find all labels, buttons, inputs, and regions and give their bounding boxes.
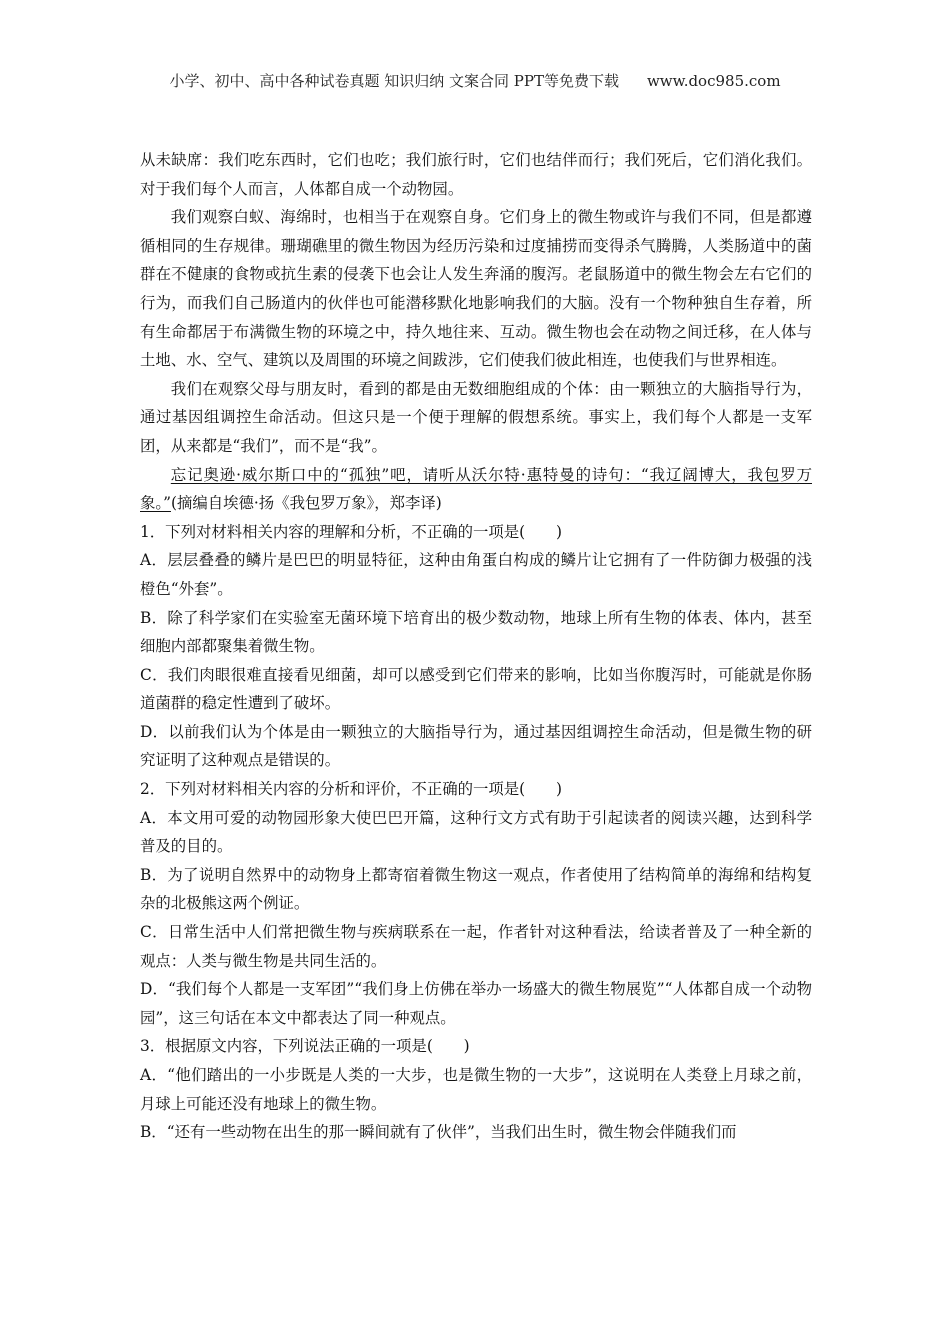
question-option: A．层层叠叠的鳞片是巴巴的明显特征，这种由角蛋白构成的鳞片让它拥有了一件防御力极强的浅橙色“外套”。	[140, 551, 812, 598]
question-stem: 2．下列对材料相关内容的分析和评价，不正确的一项是( )	[140, 780, 562, 799]
question-option: B．为了说明自然界中的动物身上都寄宿着微生物这一观点，作者使用了结构简单的海绵和结构复杂的北极熊这两个例证。	[140, 865, 812, 913]
question-option: C．我们肉眼很难直接看见细菌，却可以感受到它们带来的影响，比如当你腹泻时，可能就是你肠道菌群的稳定性遭到了破坏。	[140, 665, 812, 713]
question-option: D．以前我们认为个体是由一颗独立的大脑指导行为，通过基因组调控生命活动，但是微生物的研究证明了这种观点是错误的。	[140, 722, 812, 770]
passage-paragraph: 我们在观察父母与朋友时，看到的都是由无数细胞组成的个体：由一颗独立的大脑指导行为，通过基因组调控生命活动。但这只是一个便于理解的假想系统。事实上，我们每个人都是一支军团，从来都是“我们”，而不是“我”。	[140, 379, 812, 455]
passage-paragraph: 从未缺席：我们吃东西时，它们也吃；我们旅行时，它们也结伴而行；我们死后，它们消化我们。对于我们每个人而言，人体都自成一个动物园。	[140, 151, 812, 198]
header-url: www.doc985.com	[646, 72, 781, 90]
question-option: D．“我们每个人都是一支军团”“我们身上仿佛在举办一场盛大的微生物展览”“人体都自成一个动物园”，这三句话在本文中都表达了同一种观点。	[140, 980, 812, 1027]
source-citation: (摘编自埃德·扬《我包罗万象》，郑李译)	[170, 494, 442, 513]
header-slogan: 小学、初中、高中各种试卷真题 知识归纳 文案合同 PPT等免费下载	[169, 72, 619, 90]
passage-paragraph	[140, 461, 812, 518]
question-stem: 3．根据原文内容，下列说法正确的一项是( )	[140, 1037, 470, 1056]
question-option: B．除了科学家们在实验室无菌环境下培育出的极少数动物，地球上所有生物的体表、体内，甚至细胞内部都聚集着微生物。	[140, 608, 812, 656]
passage-paragraph: 我们观察白蚁、海绵时，也相当于在观察自身。它们身上的微生物或许与我们不同，但是都遵循相同的生存规律。珊瑚礁里的微生物因为经历污染和过度捕捞而变得杀气腾腾，人类肠道中的菌群在不健康的食物或抗生素的侵袭下也会让人发生奔涌的腹泻。老鼠肠道中的微生物会左右它们的行为，而我们自己肠道内的伙伴也可能潜移默化地影响我们的大脑。没有一个物种独自生存着，所有生命都居于布满微生物的环境之中，持久地往来、互动。微生物也会在动物之间迁移，在人体与土地、水、空气、建筑以及周围的环境之间跋涉，它们使我们彼此相连，也使我们与世界相连。	[140, 208, 812, 370]
question-option: A．本文用可爱的动物园形象大使巴巴开篇，这种行文方式有助于引起读者的阅读兴趣，达到科学普及的目的。	[140, 808, 812, 856]
document-body	[140, 146, 812, 1147]
page-header	[0, 70, 950, 91]
question-option: C．日常生活中人们常把微生物与疾病联系在一起，作者针对这种看法，给读者普及了一种全新的观点：人类与微生物是共同生活的。	[140, 923, 812, 970]
underlined-quote: 忘记奥逊·威尔斯口中的“孤独”吧，请听从沃尔特·惠特曼的诗句：“我辽阔博大，我包罗万象。”	[140, 465, 812, 513]
question-stem: 1．下列对材料相关内容的理解和分析，不正确的一项是( )	[140, 522, 562, 541]
question-option: A．“他们踏出的一小步既是人类的一大步，也是微生物的一大步”，这说明在人类登上月球之前，月球上可能还没有地球上的微生物。	[140, 1066, 812, 1113]
question-option: B．“还有一些动物在出生的那一瞬间就有了伙伴”，当我们出生时，微生物会伴随我们而	[140, 1123, 737, 1142]
